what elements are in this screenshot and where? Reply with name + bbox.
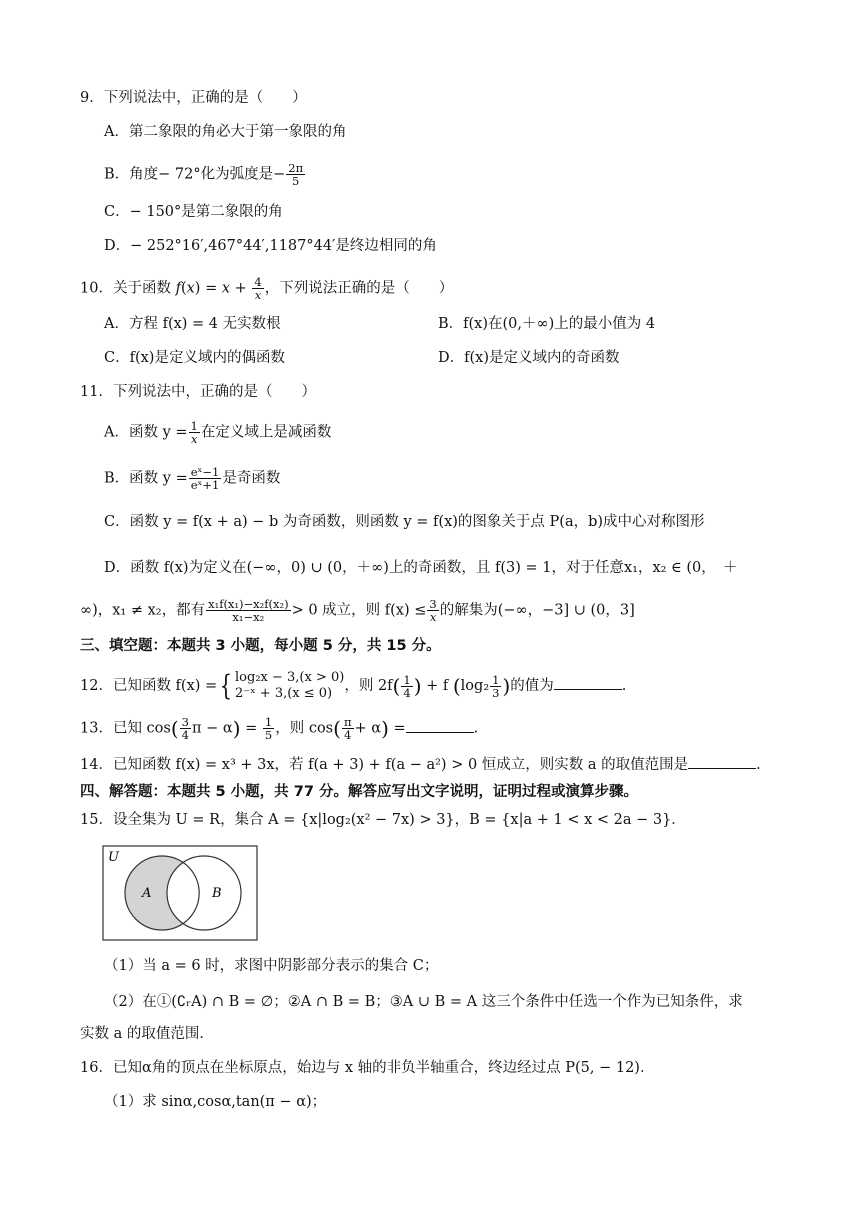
q11-option-b: B．函数 y = $\frac{\text{eˣ−1}}{\text{eˣ+1}}$ 是奇函数 — [104, 465, 281, 492]
q15-stem: 15．设全集为 U = R，集合 A = {x|log₂(x² − 7x) > 3}，B = {x|a + 1 < x < 2a − 3}． — [80, 812, 686, 828]
q16-part-1: （1）求 sinα,cosα,tan(π − α)； — [104, 1094, 327, 1110]
fraction: $\frac{3}{x}$ — [429, 597, 437, 624]
q13: 13．已知 cos( $\frac{3}{4}$ π − α) = $\frac{1}{5}$ ，则 cos( $\frac{\pi}{4}$ + α) = . — [80, 715, 479, 742]
venn-diagram — [102, 845, 258, 941]
q10-option-b: B．f(x)在(0,＋∞)上的最小值为 4 — [438, 316, 656, 332]
venn-label-b: B — [212, 886, 222, 901]
q16-stem: 16．已知α角的顶点在坐标原点，始边与 x 轴的非负半轴重合，终边经过点 P(5, − 12)． — [80, 1060, 655, 1076]
q12: 12．已知函数 f(x) ={ log₂x − 3,(x > 0) 2⁻ˣ + 3,(x ≤ 0) ，则 2f( $\frac{1}{4}$ ) + f (log₂ $\frac{1}{3}$ )的值为 . — [80, 669, 627, 702]
section-3-heading: 三、填空题：本题共 3 小题，每小题 5 分，共 15 分。 — [80, 638, 441, 654]
venn-label-a: A — [142, 886, 152, 901]
fraction: $\frac{2\pi}{5}$ — [288, 161, 304, 188]
q11-option-d-line1: D．函数 f(x)为定义在(−∞，0) ∪ (0，＋∞)上的奇函数，且 f(3) = 1，对于任意x₁，x₂ ∈ (0， ＋ — [104, 560, 738, 576]
fraction: $\frac{1}{3}$ — [492, 672, 500, 700]
q14: 14．已知函数 f(x) = x³ + 3x，若 f(a + 3) + f(a − a²) > 0 恒成立，则实数 a 的取值范围是 . — [80, 754, 761, 775]
q11-stem: 11．下列说法中，正确的是（ ） — [80, 384, 316, 400]
q9-option-b: B．角度− 72°化为弧度是− $\frac{2\pi}{5}$ — [104, 161, 304, 188]
q10-option-d: D．f(x)是定义域内的奇函数 — [438, 350, 620, 366]
q10-stem: 10．关于函数 f(x) = x + $\frac{4}{x}$ ，下列说法正确的是（ ） — [80, 275, 454, 302]
answer-blank — [554, 675, 622, 690]
q9-option-d: D．− 252°16′,467°44′,1187°44′是终边相同的角 — [104, 238, 437, 254]
q11-option-c: C．函数 y = f(x + a) − b 为奇函数，则函数 y = f(x)的图象关于点 P(a，b)成中心对称图形 — [104, 514, 705, 530]
q9-option-a: A．第二象限的角必大于第一象限的角 — [104, 124, 347, 140]
fraction: $\frac{1}{5}$ — [264, 715, 273, 742]
q15-part-2-cont: 实数 a 的取值范围． — [80, 1026, 214, 1042]
section-4-heading: 四、解答题：本题共 5 小题，共 77 分。解答应写出文字说明，证明过程或演算步骤。 — [80, 784, 638, 800]
fraction: $\frac{\text{x₁f(x₁)−x₂f(x₂)}}{\text{x₁−x₂}}$ — [208, 597, 289, 624]
fraction: $\frac{3}{4}$ — [181, 715, 189, 742]
q10-option-c: C．f(x)是定义域内的偶函数 — [104, 350, 285, 366]
q15-part-2: （2）在①(∁ᵣA) ∩ B = ∅；②A ∩ B = B；③A ∪ B = A 这三个条件中任选一个作为已知条件，求 — [104, 994, 743, 1010]
fraction: $\frac{1}{x}$ — [190, 419, 198, 446]
fraction: $\frac{1}{4}$ — [403, 672, 411, 700]
q10-option-a: A．方程 f(x) = 4 无实数根 — [104, 316, 281, 332]
fraction: $\frac{4}{x}$ — [254, 275, 262, 302]
fraction: $\frac{\text{eˣ−1}}{\text{eˣ+1}}$ — [190, 465, 220, 492]
q11-option-a: A．函数 y = $\frac{1}{x}$ 在定义域上是减函数 — [104, 419, 332, 446]
venn-label-u: U — [108, 850, 119, 865]
q9-stem: 9．下列说法中，正确的是（ ） — [80, 90, 307, 106]
answer-blank — [406, 718, 474, 733]
q9-option-c: C．− 150°是第二象限的角 — [104, 204, 283, 220]
set-b-circle — [167, 856, 241, 930]
q15-part-1: （1）当 a = 6 时，求图中阴影部分表示的集合 C； — [104, 958, 439, 974]
q11-option-d-line2: ∞)，x₁ ≠ x₂，都有 $\frac{\text{x₁f(x₁)−x₂f(x₂)}}{\text{x₁−x₂}}$ > 0 成立，则 f(x) ≤ $\frac{3}{x}$ 的解集为(−∞，−3] ∪ (0，3] — [80, 597, 635, 624]
fraction: $\frac{\pi}{4}$ — [343, 715, 352, 742]
answer-blank — [688, 754, 756, 769]
